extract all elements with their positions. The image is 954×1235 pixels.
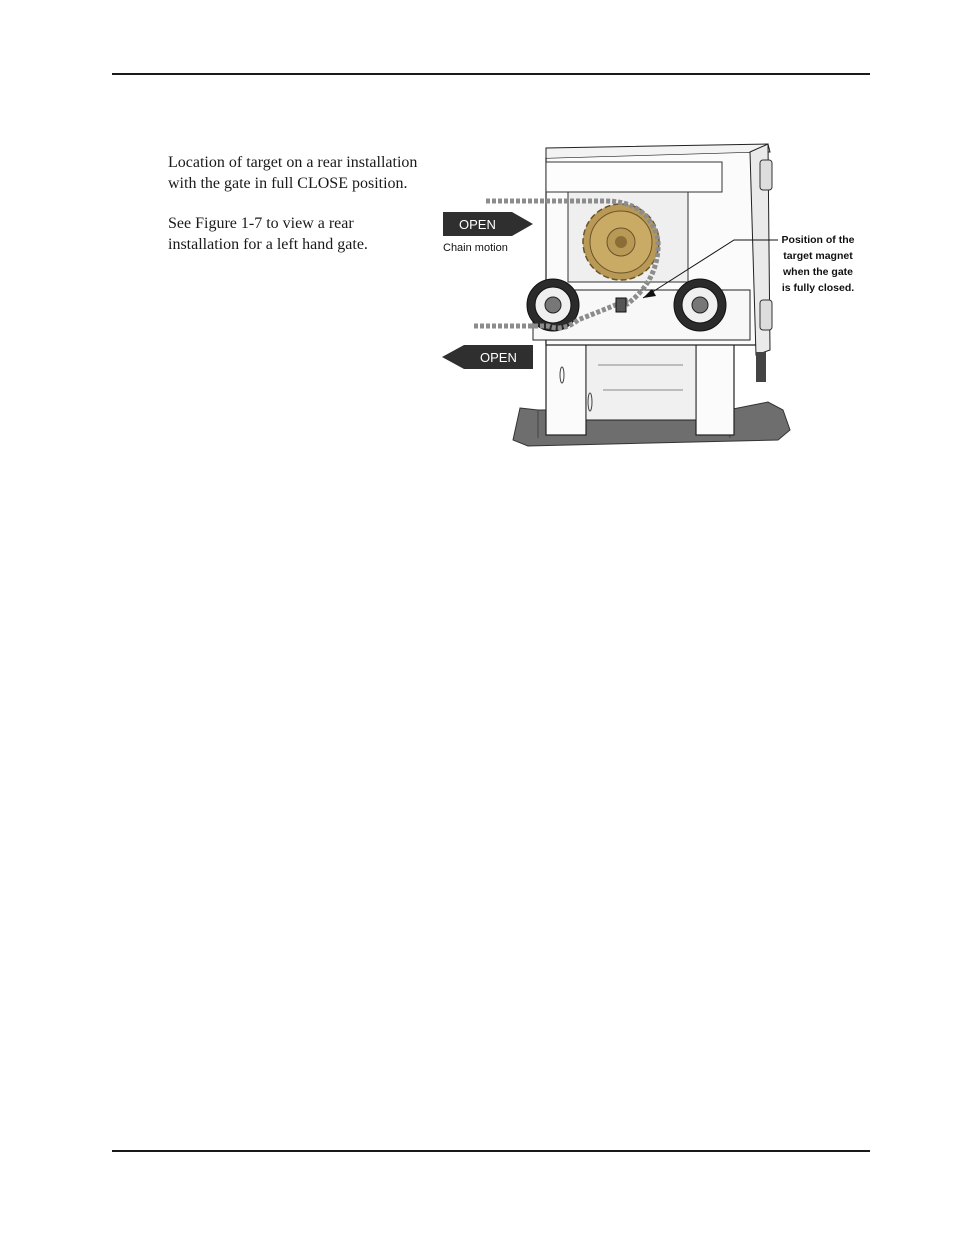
- callout-line-4: is fully closed.: [781, 282, 855, 294]
- target-magnet: [616, 298, 626, 312]
- housing-left-leg: [546, 335, 586, 435]
- paragraph-line: installation for a left hand gate.: [168, 236, 368, 253]
- operator-rear-install-figure: [438, 140, 868, 455]
- chain-motion-label: Chain motion: [443, 242, 508, 254]
- paragraph-line: Location of target on a rear installation: [168, 154, 418, 171]
- open-arrow-left-label: OPEN: [480, 350, 517, 365]
- paragraph-line: See Figure 1-7 to view a rear: [168, 215, 354, 232]
- open-arrow-right-label: OPEN: [459, 217, 496, 232]
- right-idler-pulley: [674, 279, 726, 331]
- target-location-paragraph: [168, 152, 438, 194]
- footer-rule: [112, 1150, 870, 1152]
- housing-right-leg: [696, 335, 734, 435]
- callout-line-1: Position of the: [781, 234, 855, 246]
- callout-line-2: target magnet: [783, 250, 853, 262]
- operator-illustration: [438, 140, 868, 455]
- callout-line-3: when the gate: [782, 266, 854, 278]
- paragraph-line: with the gate in full CLOSE position.: [168, 175, 408, 192]
- header-rule: [112, 73, 870, 75]
- figure-reference-paragraph: [168, 213, 438, 255]
